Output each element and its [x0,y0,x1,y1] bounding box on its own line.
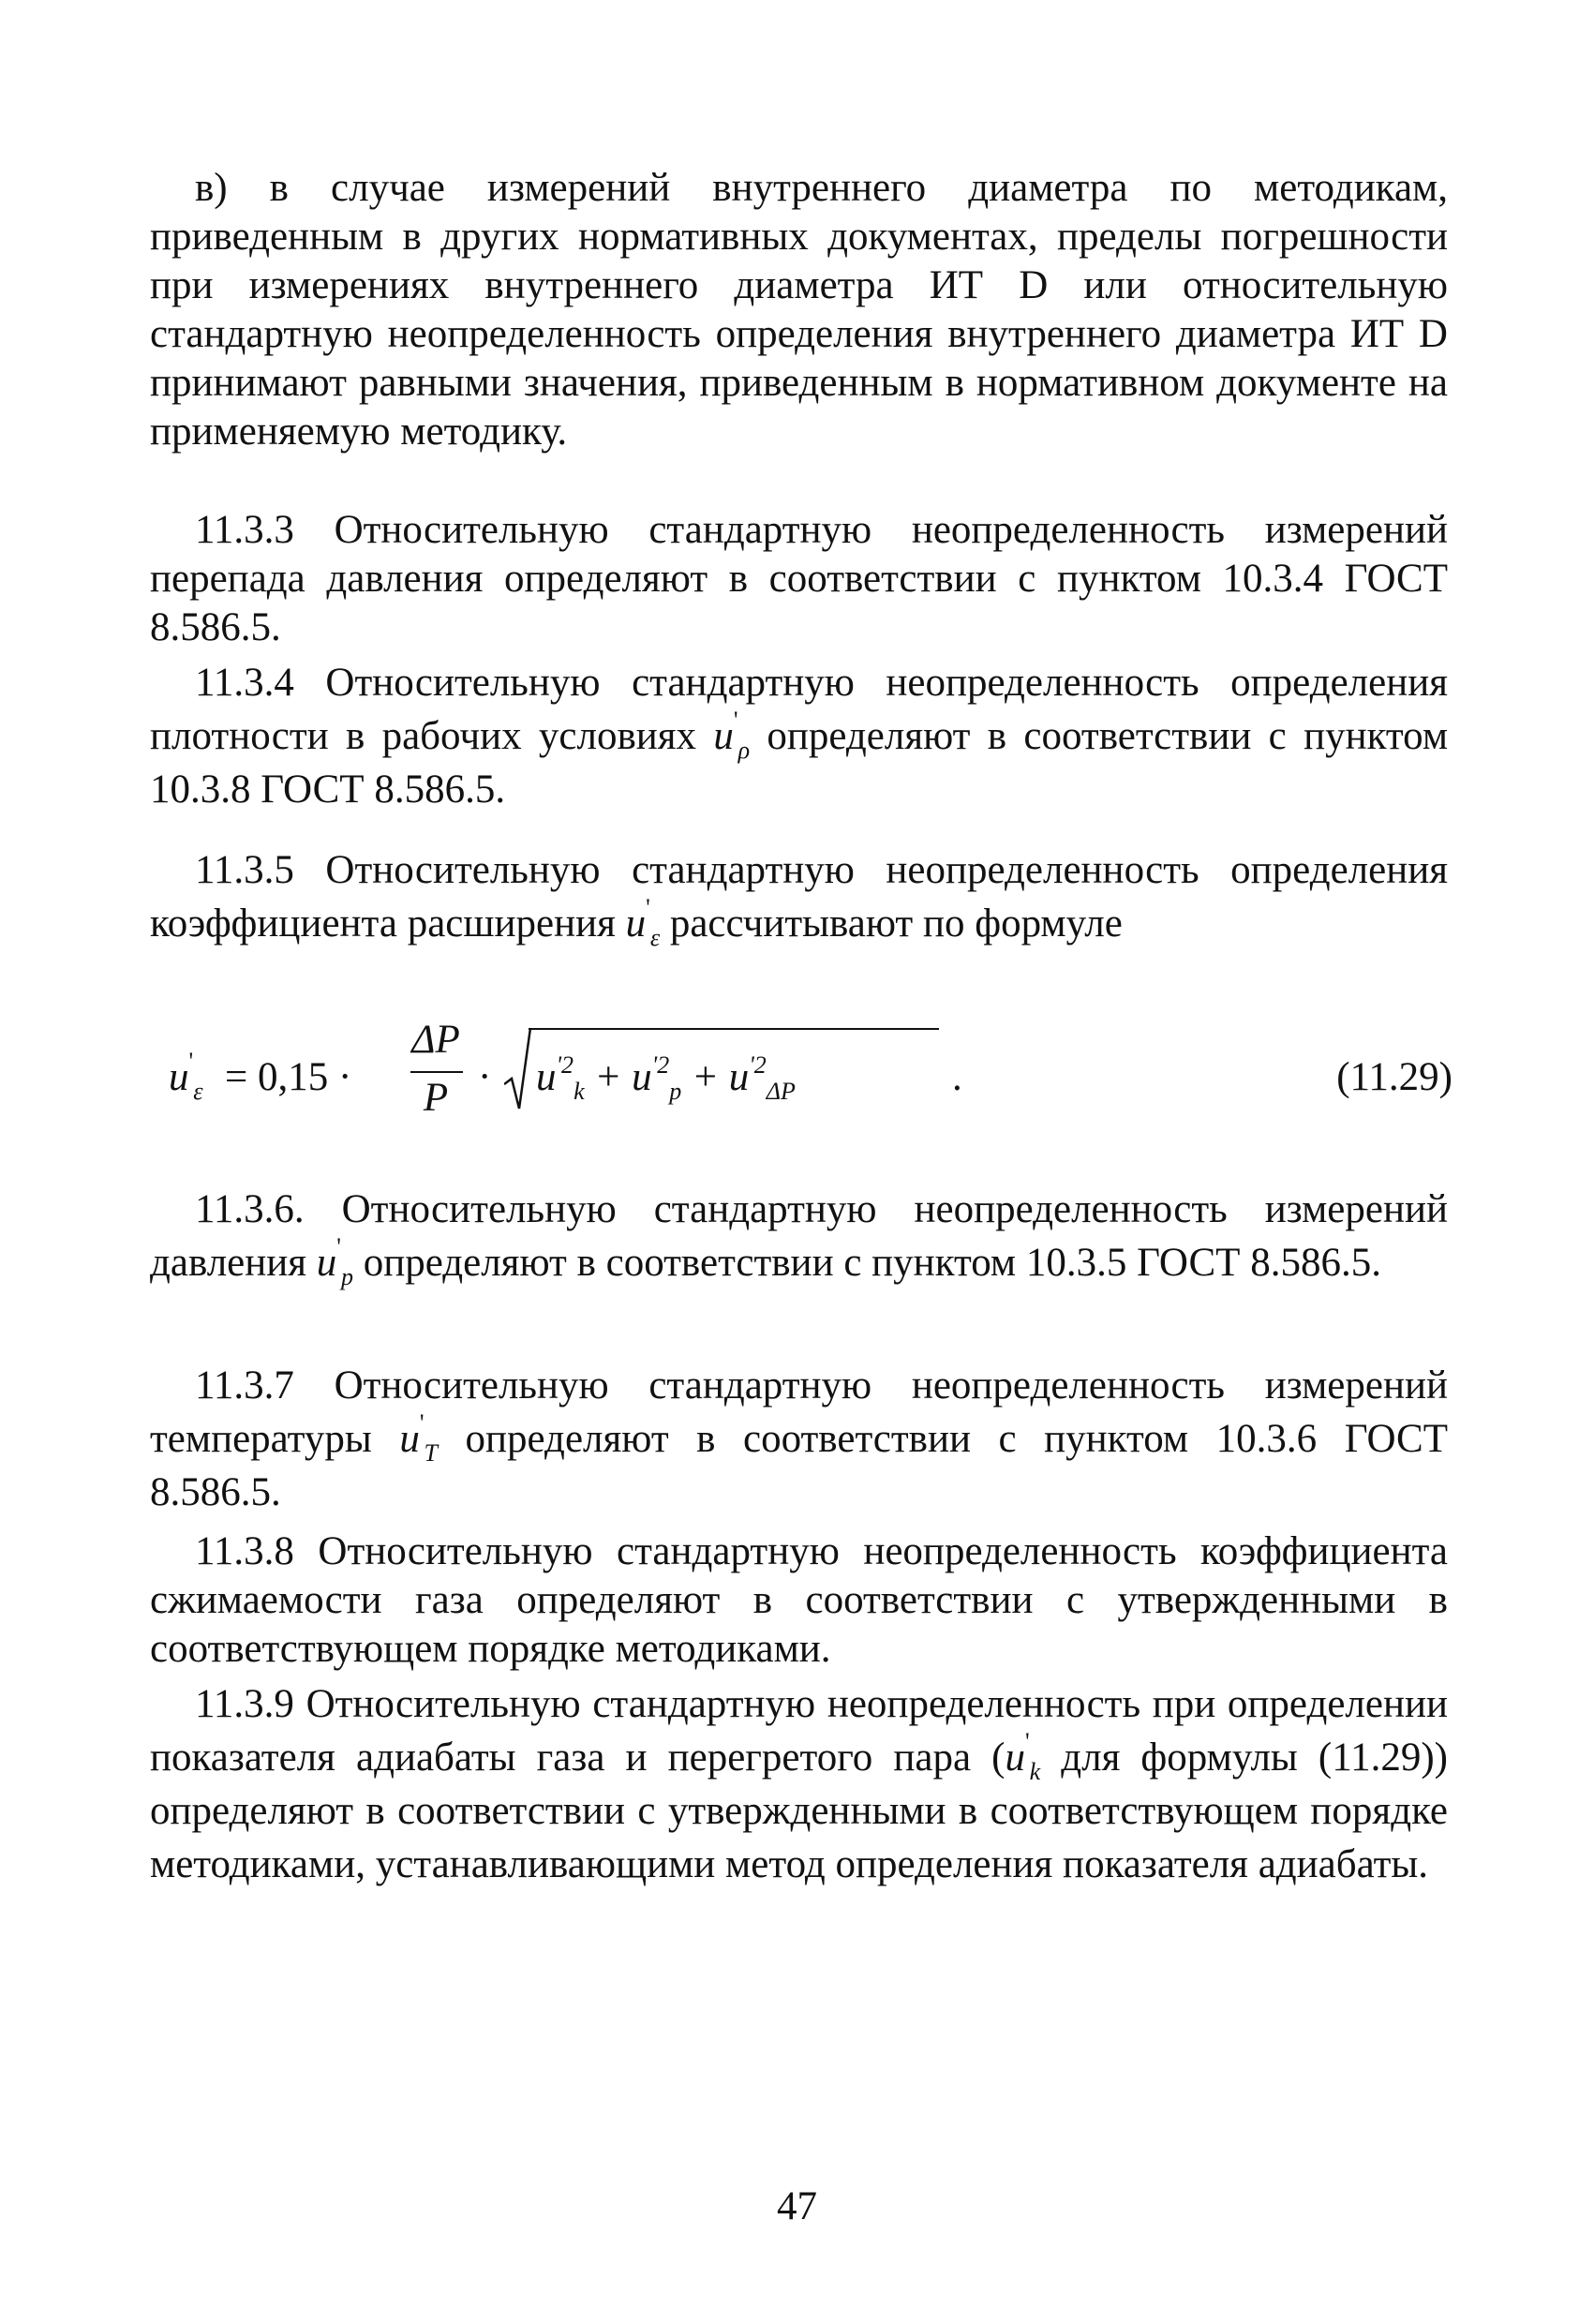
paragraph-11-3-7-text-a: 11.3.7 Относительную стандартную неопределенность измерений температуры [150,1363,1448,1461]
paragraph-11-3-4 [150,656,1448,816]
symbol-u-epsilon: $u'_\varepsilon$ [625,894,661,951]
formula-denominator: P [423,1076,449,1120]
paragraph-11-3-6-text-a: 11.3.6. Относительную стандартную неопределенность измерений давления [150,1187,1448,1285]
formula-fraction-bar [410,1071,463,1073]
formula-radicand: $u^{'2}_k + u^{'2}_p + u^{'2}_{\Delta P}$ [536,1051,796,1105]
paragraph-11-3-6-text-b: определяют в соответствии с пунктом 10.3.5 ГОСТ 8.586.5. [363,1241,1381,1285]
symbol-u-p: $u'_p$ [316,1233,353,1290]
paragraph-11-3-8 [150,1527,1448,1674]
symbol-u-rho: $u'_\rho$ [713,707,751,764]
paragraph-v [150,164,1448,456]
paragraph-11-3-4-text-a: 11.3.4 Относительную стандартную неопределенность определения плотности в рабочих условиях [150,661,1448,758]
paragraph-11-3-9-text-b: для формулы (11.29)) определяют в соответствии с утвержденными в соответствующем порядке методиками, устанавливающими метод определения показателя адиабаты. [150,1736,1448,1886]
paragraph-11-3-5-text-a: 11.3.5 Относительную стандартную неопределенность определения коэффициента расширения [150,848,1448,946]
formula-dot: · [478,1055,492,1099]
formula-numerator: ΔP [411,1018,460,1062]
sqrt-icon [504,1026,532,1112]
paragraph-11-3-3-text: 11.3.3 Относительную стандартную неопределенность измерений перепада давления определяют в соответствии с пунктом 10.3.4 ГОСТ 8.586.5. [150,508,1448,649]
symbol-u-k: $u'_k$ [1005,1728,1041,1785]
formula-coefficient: = 0,15 · [225,1055,352,1099]
paragraph-11-3-6 [150,1183,1448,1289]
formula-lhs: $u'_\varepsilon$ [169,1048,203,1105]
paragraph-11-3-9 [150,1677,1448,1891]
paragraph-v-text: в) в случае измерений внутреннего диаметра по методикам, приведенным в других нормативных документах, пределы погрешности при измерениях внутреннего диаметра ИТ D или относительную стандартную неопределенность определения внутреннего диаметра ИТ D принимают равными значения, приведенным в нормативном документе на применяемую методику. [150,166,1448,454]
page-number: 47 [777,2184,817,2228]
paragraph-11-3-4-text-b: определяют в соответствии с пунктом 10.3.8 ГОСТ 8.586.5. [150,714,1449,812]
sqrt-bar [529,1028,939,1030]
paragraph-11-3-7 [150,1359,1448,1519]
paragraph-11-3-5-text-b: рассчитывают по формуле [669,901,1123,946]
formula-tail: . [952,1055,962,1099]
paragraph-11-3-9-text-a: 11.3.9 Относительную стандартную неопределенность при определении показателя адиабаты газа и перегретого пара ( [150,1682,1448,1780]
symbol-u-T: $u'_T$ [399,1409,438,1467]
paragraph-11-3-7-text-b: определяют в соответствии с пунктом 10.3.6 ГОСТ 8.586.5. [150,1417,1449,1514]
paragraph-11-3-5 [150,843,1448,950]
paragraph-11-3-3 [150,506,1448,652]
formula-11-29 [169,1007,1452,1148]
paragraph-11-3-8-text: 11.3.8 Относительную стандартную неопределенность коэффициента сжимаемости газа определяют в соответствии с утвержденными в соответствующем порядке методиками. [150,1529,1448,1671]
formula-number: (11.29) [1336,1055,1452,1099]
